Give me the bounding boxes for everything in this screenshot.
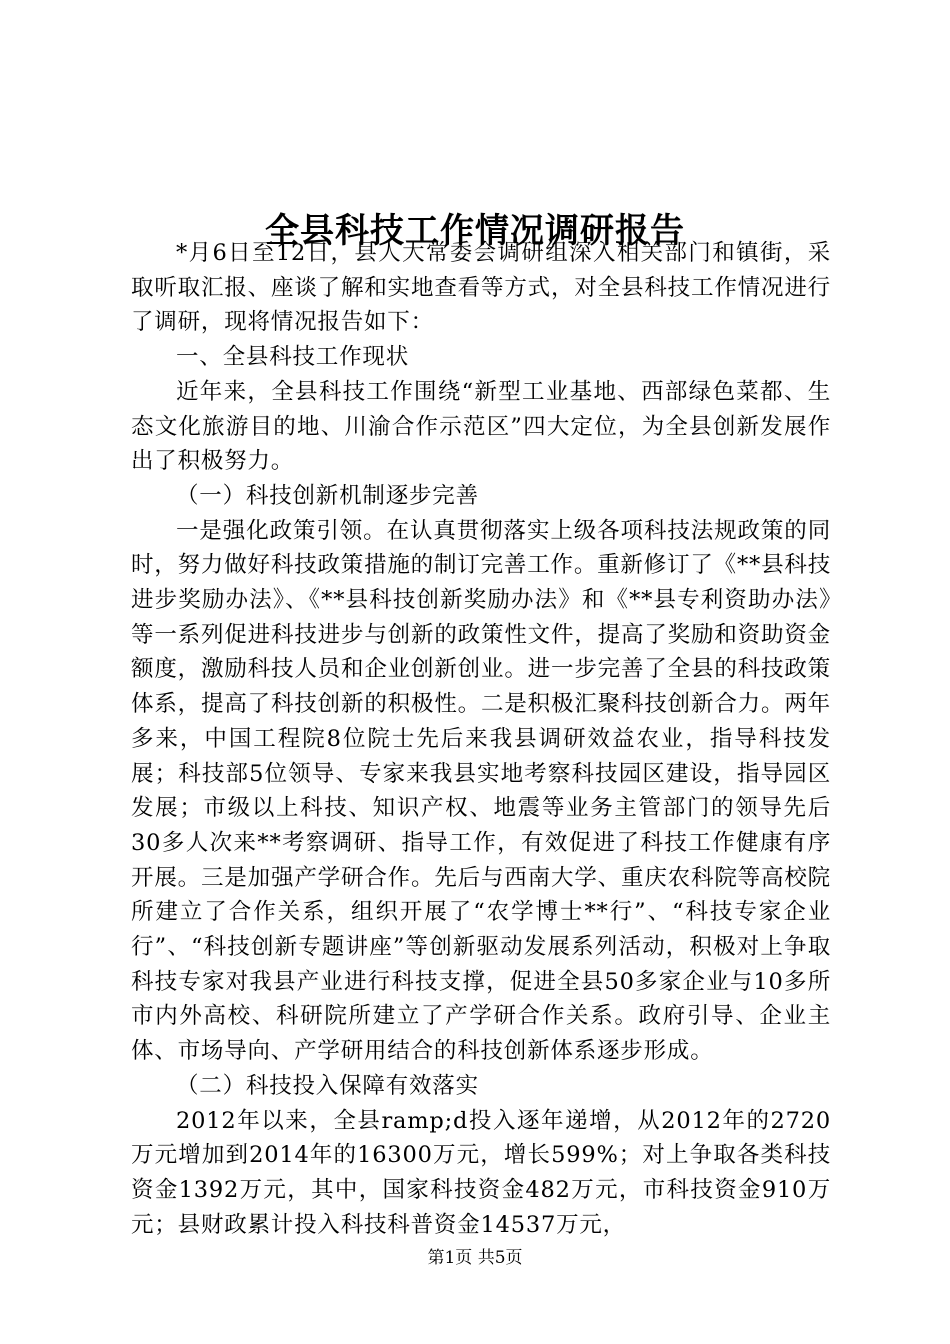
page-footer: [0, 1246, 950, 1270]
paragraph-overview: 近年来，全县科技工作围绕“新型工业基地、西部绿色菜都、生态文化旅游目的地、川渝合作示范区”四大定位，为全县创新发展作出了积极努力。: [131, 378, 831, 475]
page-total: 共5页: [477, 1248, 523, 1268]
page-title: 全县科技工作情况调研报告: [265, 210, 685, 251]
subsection-heading-1: （一）科技创新机制逐步完善: [176, 482, 479, 509]
document-body: [131, 236, 831, 1242]
paragraph-mechanism: 一是强化政策引领。在认真贯彻落实上级各项科技法规政策的同时，努力做好科技政策措施的制订完善工作。重新修订了《**县科技进步奖励办法》、《**县科技创新奖励办法》和《**县专利资助办法》等一系列促进科技进步与创新的政策性文件，提高了奖励和资助资金额度，激励科技人员和企业创新创业。进一步完善了全县的科技政策体系，提高了科技创新的积极性。二是积极汇聚科技创新合力。两年多来，中国工程院8位院士先后来我县调研效益农业，指导科技发展；科技部5位领导、专家来我县实地考察科技园区建设，指导园区发展；市级以上科技、知识产权、地震等业务主管部门的领导先后30多人次来**考察调研、指导工作，有效促进了科技工作健康有序开展。三是加强产学研合作。先后与西南大学、重庆农科院等高校院所建立了合作关系，组织开展了“农学博士**行”、“科技专家企业行”、“科技创新专题讲座”等创新驱动发展系列活动，积极对上争取科技专家对我县产业进行科技支撑，促进全县50多家企业与10多所市内外高校、科研院所建立了产学研合作关系。政府引导、企业主体、市场导向、产学研用结合的科技创新体系逐步形成。: [131, 517, 831, 1065]
subsection-heading-2: （二）科技投入保障有效落实: [176, 1072, 479, 1099]
paragraph-investment: 2012年以来，全县ramp;d投入逐年递增，从2012年的2720万元增加到2014年的16300万元，增长599%；对上争取各类科技资金1392万元，其中，国家科技资金482万元，市科技资金910万元；县财政累计投入科技科普资金14537万元，: [131, 1107, 831, 1238]
page-number: 第1页: [427, 1248, 473, 1268]
section-heading-1: 一、全县科技工作现状: [176, 344, 410, 371]
paragraph-intro: *月6日至12日，县人大常委会调研组深入相关部门和镇街，采取听取汇报、座谈了解和实地查看等方式，对全县科技工作情况进行了调研，现将情况报告如下：: [131, 240, 831, 336]
